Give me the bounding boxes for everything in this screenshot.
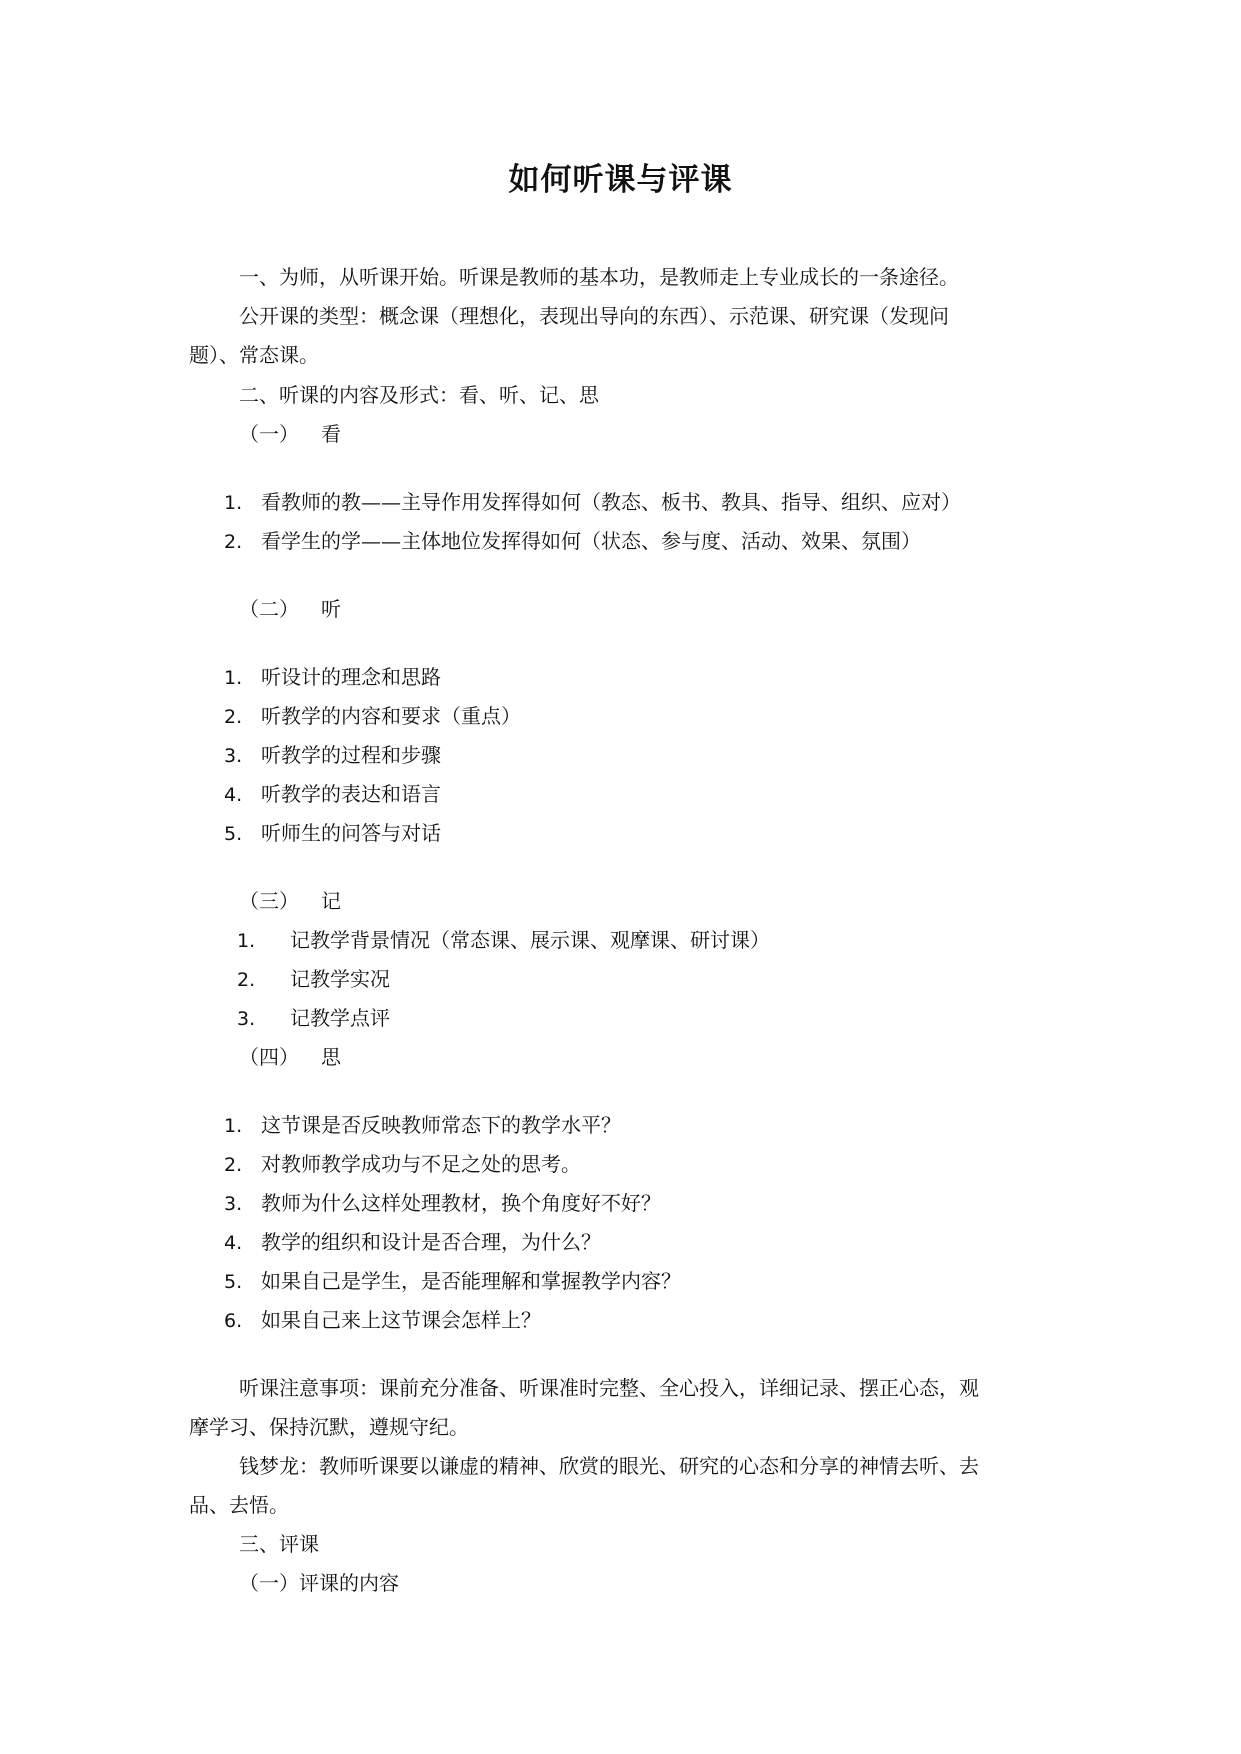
list-text: 听教学的过程和步骤 [261, 743, 441, 767]
list-text: 听设计的理念和思路 [261, 665, 441, 689]
section-think-heading [239, 1042, 341, 1072]
list-text: 听师生的问答与对话 [261, 821, 441, 845]
list-text: 听教学的内容和要求（重点） [261, 704, 521, 728]
list-item [224, 1188, 661, 1219]
section-think-marker: （四） [239, 1045, 299, 1069]
list-text: 对教师教学成功与不足之处的思考。 [261, 1152, 581, 1176]
section-listen-label: 听 [321, 597, 341, 621]
quote-paragraph-line2: 品、去悟。 [189, 1493, 289, 1517]
list-text: 如果自己来上这节课会怎样上？ [261, 1308, 541, 1332]
list-item [224, 1227, 601, 1258]
section-look-heading [239, 419, 341, 449]
list-item [237, 925, 770, 956]
intro-paragraph: 一、为师，从听课开始。听课是教师的基本功，是教师走上专业成长的一条途径。 [239, 265, 959, 289]
list-item [224, 818, 441, 849]
list-text: 看教师的教——主导作用发挥得如何（教态、板书、教具、指导、组织、应对） [261, 490, 961, 514]
notes-paragraph-line1: 听课注意事项：课前充分准备、听课准时完整、全心投入，详细记录、摆正心态，观 [239, 1376, 979, 1400]
list-number: 2. [224, 531, 243, 553]
list-number: 4. [224, 1232, 243, 1254]
list-number: 5. [224, 823, 243, 845]
list-number: 3. [237, 1008, 256, 1030]
list-number: 3. [224, 1193, 243, 1215]
part2-heading: 二、听课的内容及形式：看、听、记、思 [239, 383, 599, 407]
list-number: 2. [224, 1154, 243, 1176]
section-think-label: 思 [321, 1045, 341, 1069]
list-item [224, 662, 441, 693]
list-text: 记教学点评 [290, 1006, 390, 1030]
list-number: 4. [224, 784, 243, 806]
list-text: 这节课是否反映教师常态下的教学水平？ [261, 1113, 621, 1137]
section-listen-marker: （二） [239, 597, 299, 621]
quote-paragraph-line1: 钱梦龙：教师听课要以谦虚的精神、欣赏的眼光、研究的心态和分享的神情去听、去 [239, 1454, 979, 1478]
section-look-label: 看 [321, 422, 341, 446]
section-record-marker: （三） [239, 889, 299, 913]
list-item [224, 526, 921, 557]
list-number: 3. [224, 745, 243, 767]
list-number: 1. [224, 1115, 243, 1137]
list-item [224, 701, 521, 732]
section-record-heading [239, 886, 341, 916]
list-text: 教师为什么这样处理教材，换个角度好不好？ [261, 1191, 661, 1215]
list-item [224, 1305, 541, 1336]
public-class-paragraph-line2: 题）、常态课。 [189, 343, 319, 367]
list-number: 2. [237, 969, 256, 991]
list-text: 如果自己是学生，是否能理解和掌握教学内容？ [261, 1269, 681, 1293]
list-item [224, 779, 441, 810]
section-look-marker: （一） [239, 422, 299, 446]
list-item [224, 487, 961, 518]
list-item [237, 1003, 390, 1034]
list-item [224, 740, 441, 771]
part3-subheading: （一）评课的内容 [239, 1571, 399, 1595]
list-text: 教学的组织和设计是否合理，为什么？ [261, 1230, 601, 1254]
list-number: 1. [224, 492, 243, 514]
list-text: 记教学背景情况（常态课、展示课、观摩课、研讨课） [290, 928, 770, 952]
list-item [224, 1110, 621, 1141]
list-item [224, 1149, 581, 1180]
list-item [237, 964, 390, 995]
list-item [224, 1266, 681, 1297]
list-text: 看学生的学——主体地位发挥得如何（状态、参与度、活动、效果、氛围） [261, 529, 921, 553]
document-title: 如何听课与评课 [508, 162, 733, 198]
public-class-paragraph-line1: 公开课的类型：概念课（理想化，表现出导向的东西）、示范课、研究课（发现问 [239, 304, 949, 328]
list-number: 5. [224, 1271, 243, 1293]
list-number: 1. [224, 667, 243, 689]
list-text: 听教学的表达和语言 [261, 782, 441, 806]
list-number: 1. [237, 930, 256, 952]
notes-paragraph-line2: 摩学习、保持沉默，遵规守纪。 [189, 1415, 469, 1439]
list-number: 6. [224, 1310, 243, 1332]
section-record-label: 记 [321, 889, 341, 913]
list-number: 2. [224, 706, 243, 728]
section-listen-heading [239, 594, 341, 624]
part3-heading: 三、评课 [239, 1532, 319, 1556]
list-text: 记教学实况 [290, 967, 390, 991]
